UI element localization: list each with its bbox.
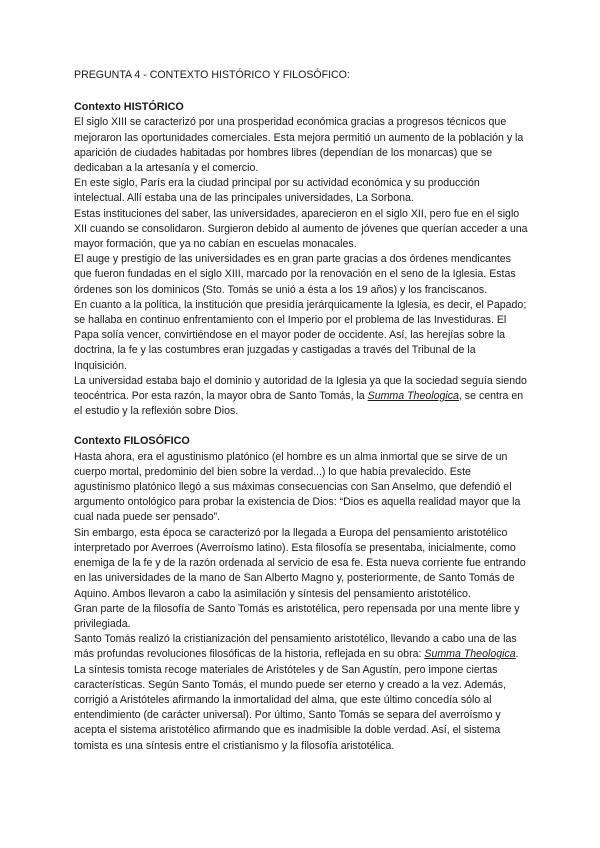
document-page <box>74 68 529 754</box>
philosophical-paragraph-3: Gran parte de la filosofía de Santo Tomás es aristotélica, pero repensada por una mente libre y privilegiada. <box>74 602 520 630</box>
philosophical-paragraph-4 <box>74 632 529 754</box>
historical-paragraph-6-start: La universidad estaba bajo el dominio y autoridad de la Iglesia ya que la sociedad seguía siendo teocéntrica. Por esta razón, la mayor obra de Santo Tomás, la <box>74 374 527 403</box>
philosophical-paragraph-2: Sin embargo, esta época se caracterizó por la llegada a Europa del pensamiento aristotélico interpretado por Averroes (Averroísmo latino). Esta filosofía se presentaba, inicialmente, como enemiga de la fe y de la razón ordenada al servicio de esa fe. Esta nueva corriente fue entrando en las universidades de la mano de San Alberto Magno y, posteriormente, de Santo Tomás de Aquino. Ambos llevaron a cabo la asimilación y síntesis del pensamiento aristotélico. <box>74 526 526 600</box>
historical-paragraph-6-end: , se centra en el estudio y la reflexión sobre Dios. <box>74 390 524 418</box>
historical-paragraph-4: El auge y prestigio de las universidades es en gran parte gracias a dos órdenes mendicantes que fueron fundadas en el siglo XIII, marcado por la renovación en el seno de la Iglesia. Estas órdenes son los dominicos (Sto. Tomás se unió a ésta a los 19 años) y los franciscanos. <box>74 253 516 296</box>
section-spacer <box>74 419 529 434</box>
philosophical-paragraph-4-end: . La síntesis tomista recoge materiales de Aristóteles y de San Agustín, pero impone ciertas características. Según Santo Tomás, el mundo puede ser eterno y creado a la vez. Además, corrigió a Aristóteles afirmando la inmortalidad del alma, que este último concedía sólo al entendimiento (de carácter universal). Por último, Santo Tomás se separa del averroísmo y acepta el sistema aristotélico afirmando que es inadmisible la doble verdad. Así, el sistema tomista es una síntesis entre el cristianismo y la filosofía aristotélica. <box>74 648 519 752</box>
historical-context-section <box>74 100 529 419</box>
philosophical-context-heading: Contexto FILOSÓFICO <box>74 435 190 448</box>
historical-context-heading: Contexto HISTÓRICO <box>74 101 184 114</box>
historical-paragraph-6 <box>74 374 529 420</box>
summa-theologica-link[interactable]: Summa Theologica <box>367 390 459 403</box>
historical-paragraph-1: El siglo XIII se caracterizó por una prosperidad económica gracias a progresos técnicos que mejoraron las oportunidades comerciales. Esta mejora permitió un aumento de la población y la aparición de ciudades habitadas por hombres libres (dependían de los monarcas) que se dedicaban a la artesanía y el comercio. <box>74 116 524 175</box>
philosophical-paragraph-1: Hasta ahora, era el agustinismo platónico (el hombre es un alma inmortal que se sirve de un cuerpo mortal, predominio del bien sobre la verdad...) lo que había prevalecido. Este agustinismo platónico llegó a sus máximas consecuencias con San Anselmo, que defendió el argumento ontológico para probar la existencia de Dios: “Dios es aquella realidad mayor que la cual nada puede ser pensado”. <box>74 450 521 524</box>
summa-theologica-link[interactable]: Summa Theologica <box>424 648 516 661</box>
historical-paragraph-2: En este siglo, París era la ciudad principal por su actividad económica y su producción intelectual. Allí estaba una de las principales universidades, La Sorbona. <box>74 177 480 205</box>
historical-paragraph-5: En cuanto a la política, la institución que presidía jerárquicamente la Iglesia, es decir, el Papado; se hallaba en continuo enfrentamiento con el Imperio por el problema de las Investiduras. El Papa solía vencer, convirtiéndose en el mayor poder de occidente. Así, las herejías sobre la doctrina, la fe y las costumbres eran juzgadas y castigadas a través del Tribunal de la Inquisición. <box>74 298 527 372</box>
document-title: PREGUNTA 4 - CONTEXTO HISTÓRICO Y FILOSÓFICO: <box>74 69 350 81</box>
philosophical-context-section <box>74 434 529 753</box>
historical-paragraph-3: Estas instituciones del saber, las universidades, aparecieron en el siglo XII, pero fue en el siglo XII cuando se consolidaron. Surgieron debido al aumento de jóvenes que querían acceder a una mayor formación, que ya no cabían en escuelas monacales. <box>74 207 528 251</box>
philosophical-paragraph-4-start: Santo Tomás realizó la cristianización del pensamiento aristotélico, llevando a cabo una de las más profundas revoluciones filosóficas de la historia, reflejada en su obra: <box>74 633 517 661</box>
